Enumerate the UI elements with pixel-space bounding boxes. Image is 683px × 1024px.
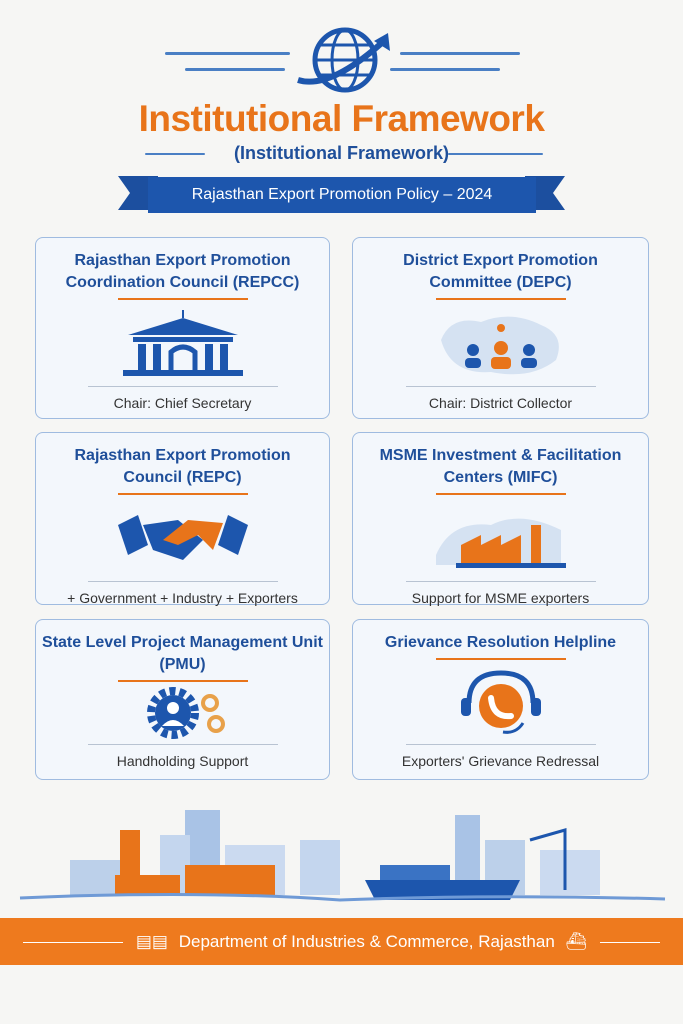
divider xyxy=(436,658,566,660)
footer-text: Department of Industries & Commerce, Rajasthan xyxy=(178,932,555,951)
divider xyxy=(436,298,566,300)
divider xyxy=(118,298,248,300)
decor-line xyxy=(23,942,123,943)
card-title: Coordination Council (REPCC) xyxy=(65,274,300,291)
ship-icon: ⛴ xyxy=(565,932,588,951)
decor-line xyxy=(390,68,500,71)
card-title: State Level Project Management Unit xyxy=(42,634,323,651)
card-footer: Chair: Chief Secretary xyxy=(113,395,252,411)
footer-band xyxy=(0,918,683,965)
gear-person-icon xyxy=(36,688,329,738)
page-subtitle: (Institutional Framework) xyxy=(233,143,449,163)
policy-ribbon: Rajasthan Export Promotion Policy – 2024 xyxy=(148,177,536,213)
divider xyxy=(406,744,596,745)
card-repc xyxy=(35,432,330,605)
card-depc xyxy=(352,237,649,419)
card-title: Centers (MIFC) xyxy=(443,469,558,486)
government-building-icon xyxy=(36,310,329,380)
district-map-people-icon xyxy=(353,310,648,380)
page-title: Institutional Framework xyxy=(138,98,545,139)
card-footer: + Government + Industry + Exporters xyxy=(67,590,298,606)
card-repcc xyxy=(35,237,330,419)
handshake-icon xyxy=(36,505,329,575)
building-icon: ▤▤ xyxy=(135,932,168,951)
divider xyxy=(436,493,566,495)
card-title: Council (REPC) xyxy=(123,469,242,486)
card-footer: Handholding Support xyxy=(116,753,249,769)
divider xyxy=(88,744,278,745)
divider xyxy=(88,386,278,387)
industrial-skyline-illustration xyxy=(0,800,683,910)
decor-line xyxy=(400,52,520,55)
card-title: Rajasthan Export Promotion xyxy=(74,447,291,464)
card-title: District Export Promotion xyxy=(403,252,598,269)
decor-line xyxy=(165,52,290,55)
decor-line xyxy=(185,68,285,71)
card-pmu xyxy=(35,619,330,780)
divider xyxy=(406,581,596,582)
globe-arrow-icon xyxy=(290,25,400,95)
card-mifc xyxy=(352,432,649,605)
card-grievance xyxy=(352,619,649,780)
divider xyxy=(88,581,278,582)
decor-line xyxy=(600,942,660,943)
card-title: Committee (DEPC) xyxy=(429,274,572,291)
card-title: Rajasthan Export Promotion xyxy=(74,252,291,269)
divider xyxy=(406,386,596,387)
card-footer: Exporters' Grievance Redressal xyxy=(401,753,600,769)
factory-icon xyxy=(353,505,648,575)
card-title: (PMU) xyxy=(159,656,206,673)
divider xyxy=(118,680,248,682)
card-footer: Chair: District Collector xyxy=(428,395,573,411)
headset-phone-icon xyxy=(353,668,648,738)
card-title: Grievance Resolution Helpline xyxy=(384,634,617,651)
divider xyxy=(118,493,248,495)
card-footer: Support for MSME exporters xyxy=(411,590,590,606)
card-title: MSME Investment & Facilitation xyxy=(379,447,622,464)
